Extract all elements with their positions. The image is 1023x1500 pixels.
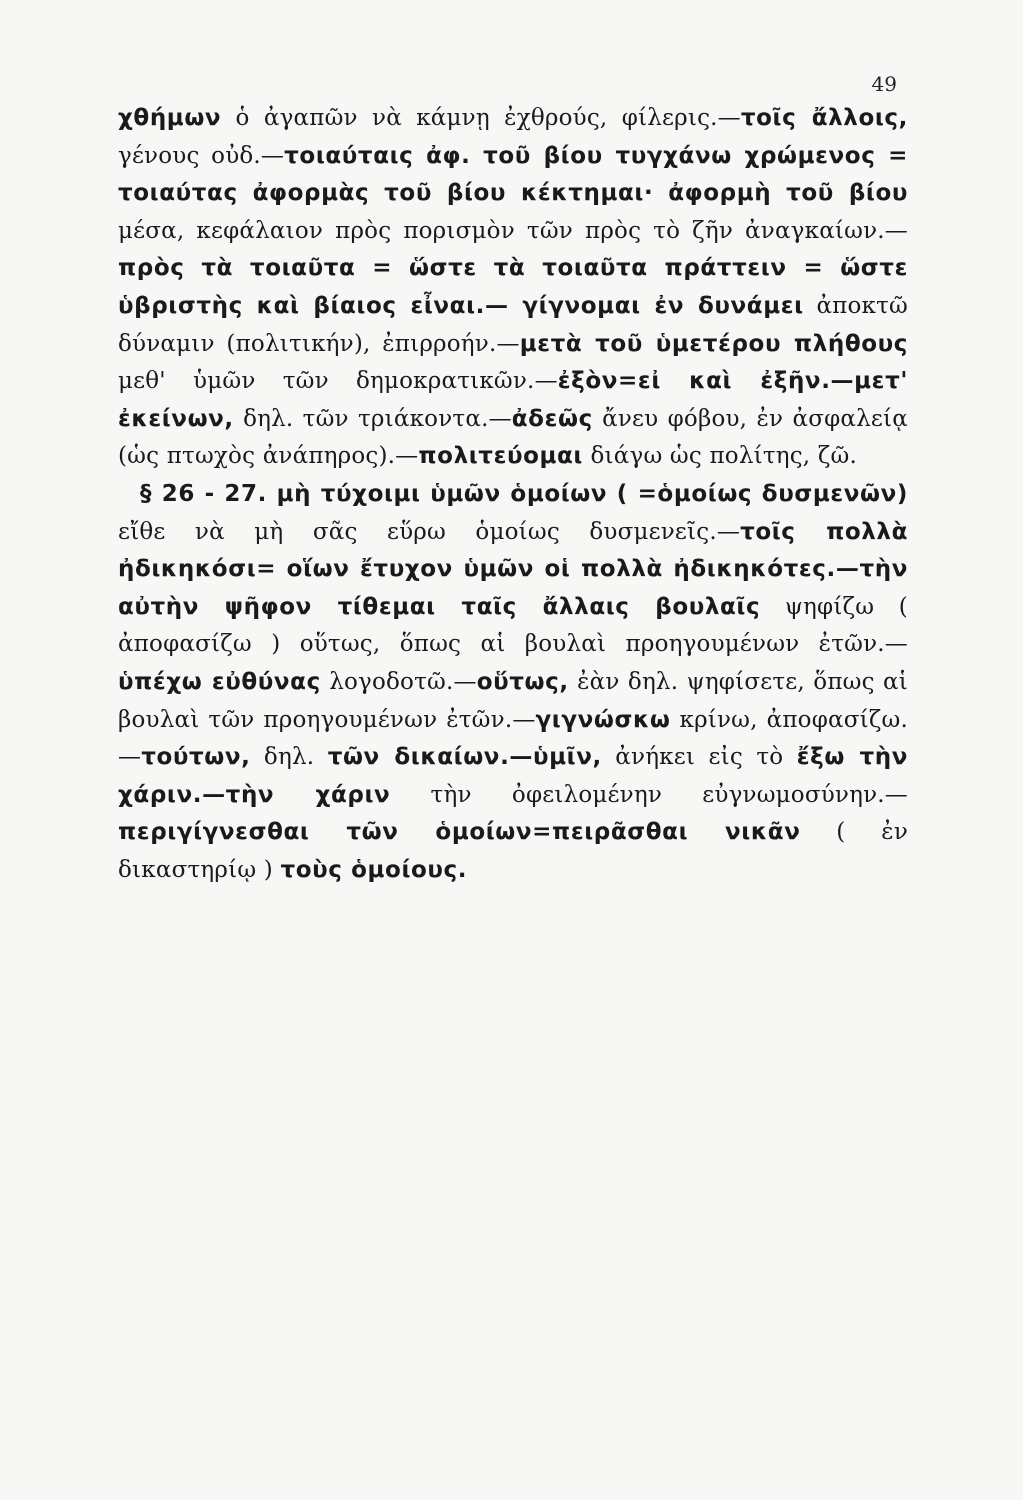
gloss-text: λογοδοτῶ.— bbox=[320, 668, 477, 695]
lemma-text: ἀδεῶς bbox=[511, 405, 593, 432]
show-through-texture bbox=[118, 820, 908, 1380]
gloss-text: δηλ. τῶν τριάκοντα.— bbox=[233, 405, 512, 432]
lemma-text: πολιτεύομαι bbox=[418, 443, 583, 470]
commentary-text bbox=[118, 100, 908, 889]
gloss-text: μέσα, κεφάλαιον πρὸς πορισμὸν τῶν πρὸς τὸ ζῆν ἀναγκαίων.— bbox=[118, 217, 908, 244]
gloss-text: γένους οὐδ.— bbox=[118, 142, 285, 169]
gloss-text: ἄνευ φόβου, ἐν ἀσφαλείᾳ (ὡς πτωχὸς ἀνάπηρος).— bbox=[118, 405, 908, 470]
lemma-text: τοῖς πολλὰ ἠδικηκόσι= οἵων ἔτυχον ὑμῶν οἱ πολλὰ ἠδικηκότες.—τὴν αὐτὴν ψῆφον τίθεμαι ταῖς ἄλλαις βουλαῖς bbox=[118, 518, 908, 620]
gloss-text: ἐὰν δηλ. ψηφίσετε, ὅπως αἱ βουλαὶ τῶν προηγουμένων ἐτῶν.— bbox=[118, 668, 909, 733]
lemma-text: γιγνώσκω bbox=[535, 706, 671, 733]
gloss-text: ἀποκτῶ δύναμιν (πολιτικήν), ἐπιρροήν.— bbox=[118, 292, 908, 357]
lemma-text: τοὺς ὁμοίους. bbox=[280, 856, 468, 883]
lemma-text: οὕτως, bbox=[476, 668, 569, 695]
lemma-text: περιγίγνεσθαι τῶν ὁμοίων=πειρᾶσθαι νικᾶν bbox=[118, 819, 801, 846]
lemma-text: τῶν δικαίων.—ὑμῖν, bbox=[327, 744, 602, 771]
gloss-text: εἴθε νὰ μὴ σᾶς εὕρω ὁμοίως δυσμενεῖς.— bbox=[118, 518, 741, 545]
lemma-text: ἔξω τὴν χάριν.—τὴν χάριν bbox=[118, 744, 908, 808]
lemma-text: ἐξὸν=εἰ καὶ ἐξῆν.—μετ' ἐκείνων, bbox=[118, 368, 908, 432]
lemma-text: πρὸς τὰ τοιαῦτα = ὥστε τὰ τοιαῦτα πράττειν = ὥστε ὑβριστὴς καὶ βίαιος εἶναι.— γίγνομαι ἐν δυνάμει bbox=[118, 255, 908, 319]
lemma-text: χθήμων bbox=[118, 105, 222, 131]
gloss-text: ὁ ἀγαπῶν νὰ κάμνῃ ἐχθρούς, φίλερις.— bbox=[221, 105, 741, 131]
gloss-text: δηλ. bbox=[250, 744, 328, 771]
lemma-text: § 26 - 27. μὴ τύχοιμι ὑμῶν ὁμοίων ( =ὁμοίως δυσμενῶν) bbox=[140, 480, 908, 507]
paragraph-1 bbox=[118, 100, 908, 476]
lemma-text: τοιαύταις ἀφ. τοῦ βίου τυγχάνω χρώμενος = τοιαύτας ἀφορμὰς τοῦ βίου κέκτημαι· ἀφορμὴ τοῦ βίου bbox=[118, 142, 908, 207]
gloss-text: ἀνήκει εἰς τὸ bbox=[601, 744, 797, 771]
gloss-text: ( ἐν δικαστηρίῳ ) bbox=[118, 819, 909, 883]
lemma-text: τοῖς ἄλλοις, bbox=[740, 105, 908, 131]
page-number: 49 bbox=[871, 72, 897, 96]
lemma-text: τούτων, bbox=[141, 744, 251, 771]
paragraph-2 bbox=[118, 476, 908, 890]
lemma-text: μετὰ τοῦ ὑμετέρου πλήθους bbox=[519, 330, 909, 357]
gloss-text: κρίνω, ἀποφασίζω.— bbox=[118, 706, 908, 771]
gloss-text: τὴν ὀφειλομένην εὐγνωμοσύνην.— bbox=[390, 781, 908, 808]
lemma-text: ὑπέχω εὐθύνας bbox=[118, 668, 321, 695]
gloss-text: διάγω ὡς πολίτης, ζῶ. bbox=[583, 443, 857, 470]
gloss-text: ψηφίζω ( ἀποφασίζω ) οὕτως, ὅπως αἱ βουλαὶ προηγουμένων ἐτῶν.— bbox=[118, 593, 908, 658]
gloss-text: μεθ' ὑμῶν τῶν δημοκρατικῶν.— bbox=[118, 368, 558, 395]
